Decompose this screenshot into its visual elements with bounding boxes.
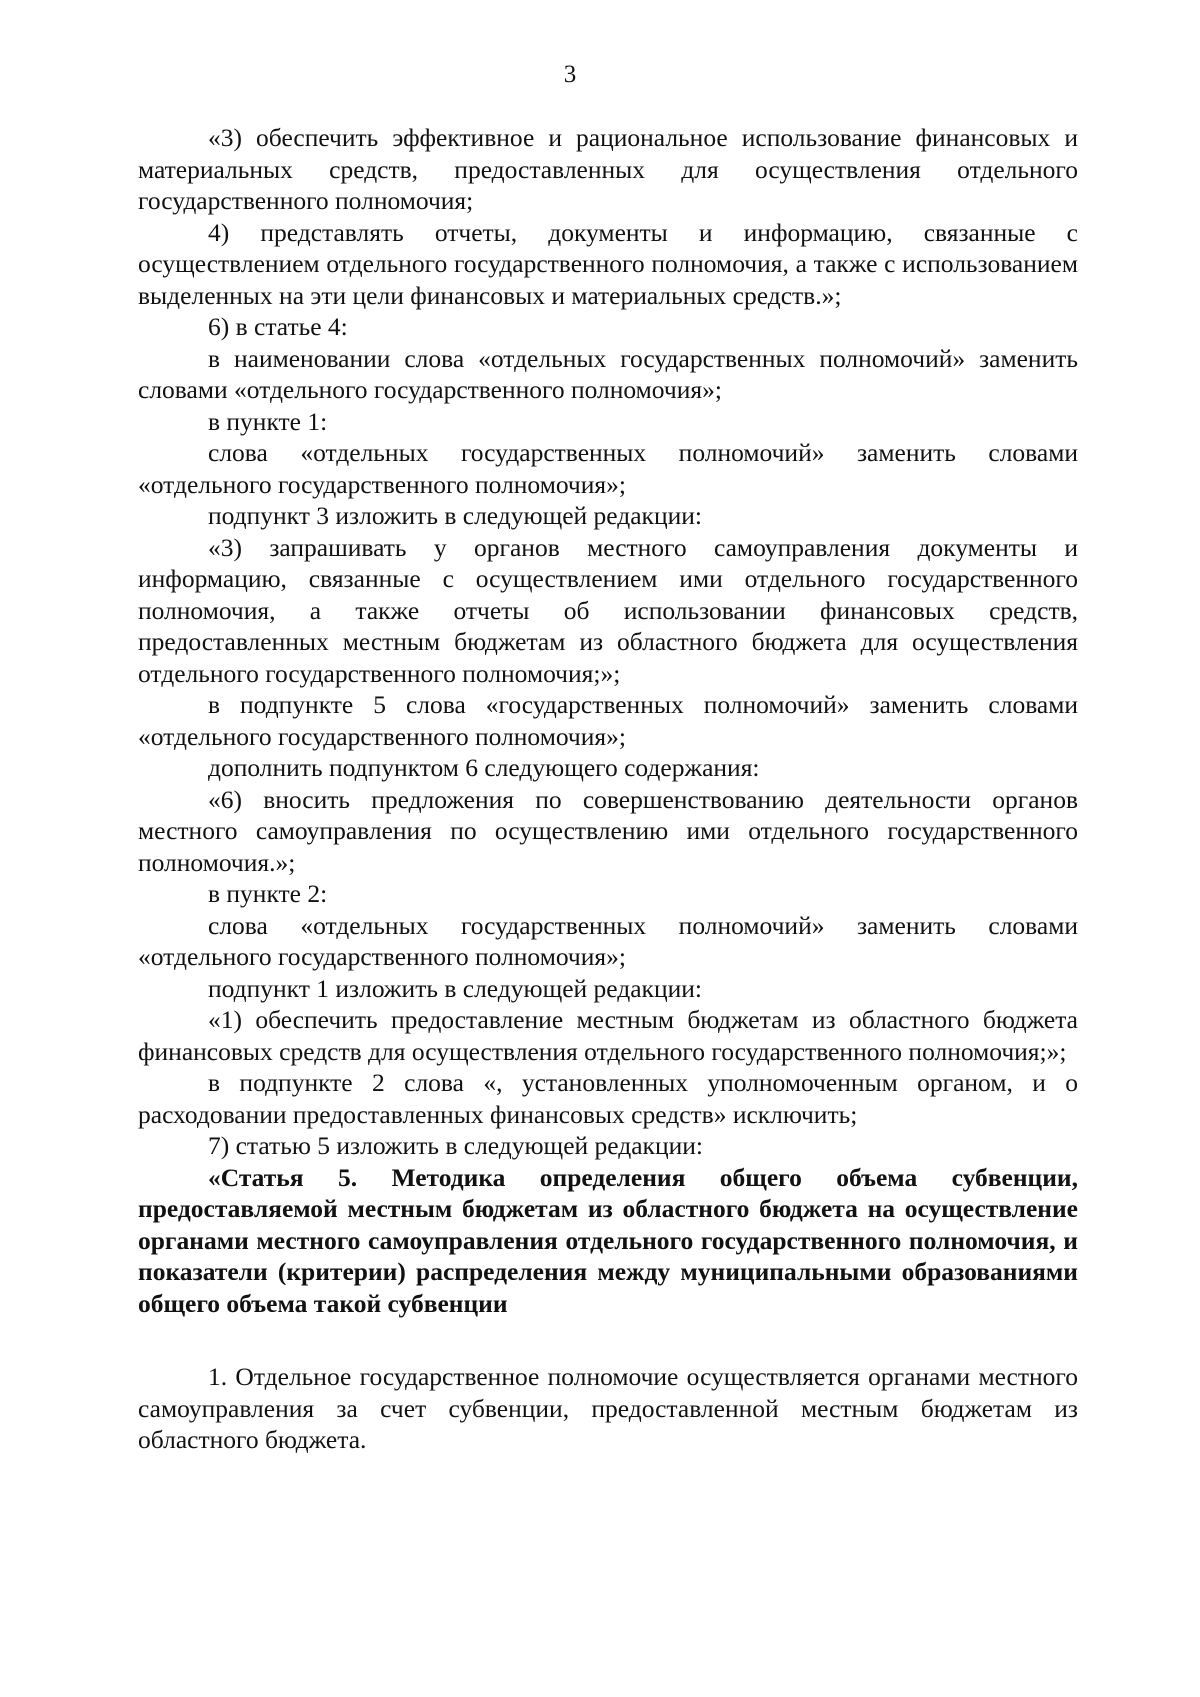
paragraph: подпункт 1 изложить в следующей редакции: <box>208 973 702 1003</box>
paragraph: в подпункте 2 слова «, установленных уполномоченным органом, и о расходовании предоставленных финансовых средств» исключить; <box>138 1068 1078 1129</box>
paragraph: 4) представлять отчеты, документы и информацию, связанные с осуществлением отдельного государственного полномочия, а также с использованием выделенных на эти цели финансовых и материальных средств.»; <box>138 217 1078 310</box>
paragraph: дополнить подпунктом 6 следующего содержания: <box>208 753 760 782</box>
document-body <box>138 122 1078 1456</box>
article-heading: «Статья 5. Методика определения общего объема субвенции, предоставляемой местным бюджетам из областного бюджета на осуществление органами местного самоуправления отдельного государственного полномочия, и показатели (критерии) распределения между муниципальными образованиями общего объема такой субвенции <box>138 1162 1078 1318</box>
paragraph: в пункте 1: <box>208 406 328 436</box>
paragraph: 7) статью 5 изложить в следующей редакции: <box>208 1131 703 1160</box>
paragraph: подпункт 3 изложить в следующей редакции: <box>208 501 702 530</box>
paragraph: слова «отдельных государственных полномочий» заменить словами «отдельного государственного полномочия»; <box>138 910 1078 971</box>
paragraph: слова «отдельных государственных полномочий» заменить словами «отдельного государственного полномочия»; <box>138 438 1078 499</box>
paragraph: в пункте 2: <box>208 879 328 908</box>
paragraph: «1) обеспечить предоставление местным бюджетам из областного бюджета финансовых средств для осуществления отдельного государственного полномочия;»; <box>138 1005 1078 1066</box>
paragraph: 6) в статье 4: <box>208 312 348 341</box>
article-paragraph: 1. Отдельное государственное полномочие осуществляется органами местного самоуправления за счет субвенции, предоставленной местным бюджетам из областного бюджета. <box>138 1362 1078 1454</box>
paragraph: в подпункте 5 слова «государственных полномочий» заменить словами «отдельного государственного полномочия»; <box>138 690 1078 751</box>
page-number: 3 <box>563 61 577 88</box>
paragraph: в наименовании слова «отдельных государственных полномочий» заменить словами «отдельного государственного полномочия»; <box>138 343 1078 404</box>
paragraph: «3) запрашивать у органов местного самоуправления документы и информацию, связанные с осуществлением ими отдельного государственного полномочия, а также отчеты об использовании финансовых средств, предоставленных местным бюджетам из областного бюджета для осуществления отдельного государственного полномочия;»; <box>138 532 1078 688</box>
paragraph: «3) обеспечить эффективное и рациональное использование финансовых и материальных средств, предоставленных для осуществления отдельного государственного полномочия; <box>138 123 1078 215</box>
paragraph: «6) вносить предложения по совершенствованию деятельности органов местного самоуправления по осуществлению ими отдельного государственного полномочия.»; <box>138 784 1078 877</box>
